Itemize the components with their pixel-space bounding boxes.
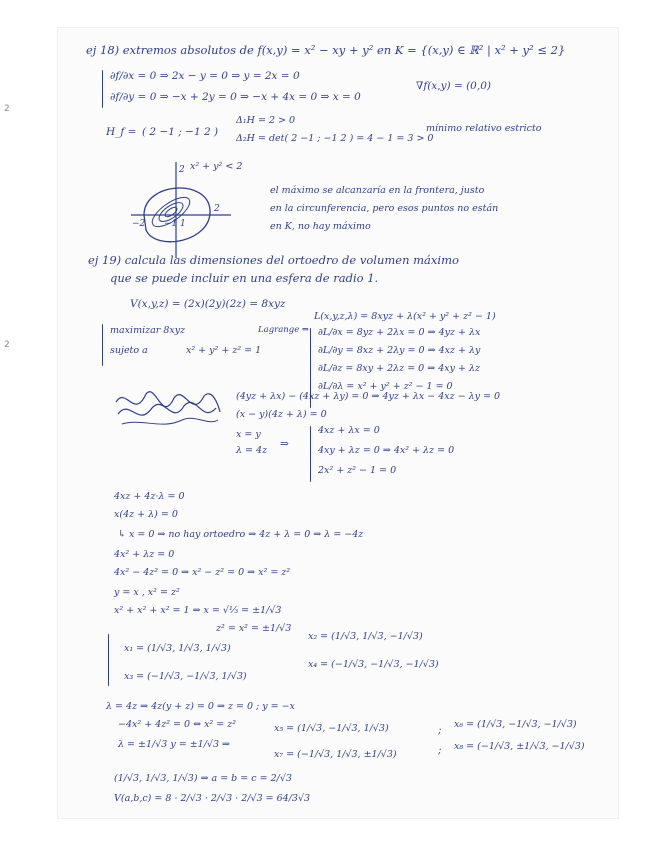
points-brace xyxy=(108,634,109,686)
constraint: x² + y² + z² = 1 xyxy=(186,345,262,356)
ex19-title-2: que se puede incluir en una esfera de radio 1. xyxy=(110,271,379,285)
lagrange-eq-2: ∂L/∂y = 8xz + 2λy = 0 ⇒ 4xz + λy xyxy=(318,345,481,356)
volume-function: V(x,y,z) = (2x)(2y)(2z) = 8xyz xyxy=(130,298,286,310)
combination-factored: (x − y)(4z + λ) = 0 xyxy=(236,409,327,420)
hessian-matrix: ( 2 −1 ; −1 2 ) xyxy=(142,126,219,138)
case-b-3: λ = ±1/√3 y = ±1/√3 ⇒ xyxy=(118,739,230,750)
notebook-page xyxy=(4,28,618,818)
case-b: λ = 4z ⇒ 4z(y + z) = 0 ⇒ z = 0 ; y = −x xyxy=(106,701,295,712)
sketch-label: −2 xyxy=(132,219,146,229)
lagrange-tag: Lagrange ⇒ xyxy=(258,325,310,335)
point-3: x₃ = (−1/√3, −1/√3, 1/√3) xyxy=(124,671,247,682)
point-6: x₆ = (1/√3, −1/√3, −1/√3) xyxy=(454,719,577,730)
lagrange-eq-4: ∂L/∂λ = x² + y² + z² − 1 = 0 xyxy=(318,381,453,392)
case-b-2: −4x² + 4z² = 0 ⇔ x² = z² xyxy=(118,719,237,730)
ex18-title: ej 18) extremos absolutos de f(x,y) = x² − xy + y² en K = {(x,y) ∈ ℝ² | x² + y² ≤ 2} xyxy=(86,43,566,57)
case-x-eq-y: x = y xyxy=(236,429,261,440)
separator: ; xyxy=(438,744,442,756)
result-volume: V(a,b,c) = 8 · 2/√3 · 2/√3 · 2/√3 = 64/3√3 xyxy=(114,793,311,804)
point-5: x₅ = (1/√3, −1/√3, 1/√3) xyxy=(274,723,389,734)
subject-label: sujeto a xyxy=(110,345,148,356)
point-4: x₄ = (−1/√3, −1/√3, −1/√3) xyxy=(308,659,439,670)
region-sketch xyxy=(126,160,236,260)
point-7: x₇ = (−1/√3, 1/√3, ±1/√3) xyxy=(274,749,397,760)
note-line-1: el máximo se alcanzaría en la frontera, justo xyxy=(270,185,485,196)
step-3: ↳ x = 0 ⇒ no hay ortoedro ⇒ 4z + λ = 0 ⇒ λ = −4z xyxy=(118,529,364,540)
lagrange-function: L(x,y,z,λ) = 8xyz + λ(x² + y² + z² − 1) xyxy=(314,311,496,322)
combination: (4yz + λx) − (4xz + λy) = 0 ⇒ 4yz + λx − 4xz − λy = 0 xyxy=(236,391,501,402)
ex18-grad-x: ∂f/∂x = 0 ⇒ 2x − y = 0 ⇒ y = 2x = 0 xyxy=(110,70,300,82)
system-brace xyxy=(102,70,103,108)
case-system-brace xyxy=(310,426,311,482)
margin-mark: 2 xyxy=(4,104,10,114)
minor-1: Δ₁H = 2 > 0 xyxy=(236,115,296,126)
sketch-label: 1 xyxy=(180,219,186,229)
result-dimensions: (1/√3, 1/√3, 1/√3) ⇒ a = b = c = 2/√3 xyxy=(114,773,292,784)
sketch-label: 2 xyxy=(179,165,185,175)
implies-arrow: ⇒ xyxy=(280,438,289,450)
separator: ; xyxy=(438,724,442,736)
step-8: z² = x² = ±1/√3 xyxy=(216,623,292,634)
lagrange-eq-1: ∂L/∂x = 8yz + 2λx = 0 ⇒ 4yz + λx xyxy=(318,327,481,338)
step-4: 4x² + λz = 0 xyxy=(114,549,175,560)
maximize-label: maximizar 8xyz xyxy=(110,325,186,336)
case-system-3: 2x² + z² − 1 = 0 xyxy=(318,465,397,476)
sketch-label: −1 xyxy=(164,219,178,229)
step-1: 4xz + 4z·λ = 0 xyxy=(114,491,185,502)
ex18-grad-y: ∂f/∂y = 0 ⇒ −x + 2y = 0 ⇒ −x + 4x = 0 ⇒ x = 0 xyxy=(110,91,361,103)
ex18-critical-point: ∇f(x,y) = (0,0) xyxy=(416,80,491,92)
step-6: y = x , x² = z² xyxy=(114,587,180,598)
note-line-2: en la circunferencia, pero esos puntos no están xyxy=(270,203,499,214)
case-lambda: λ = 4z xyxy=(236,445,268,456)
case-system-1: 4xz + λx = 0 xyxy=(318,425,380,436)
step-5: 4x² − 4z² = 0 ⇒ x² − z² = 0 ⇒ x² = z² xyxy=(114,567,291,578)
point-1: x₁ = (1/√3, 1/√3, 1/√3) xyxy=(124,643,231,654)
problem-brace xyxy=(102,324,103,366)
lagrange-eq-3: ∂L/∂z = 8xy + 2λz = 0 ⇒ 4xy + λz xyxy=(318,363,481,374)
min-note: mínimo relativo estricto xyxy=(426,123,542,134)
ex19-title: ej 19) calcula las dimensiones del ortoedro de volumen máximo xyxy=(88,253,459,267)
step-2: x(4z + λ) = 0 xyxy=(114,509,178,520)
margin-mark: 2 xyxy=(4,340,10,350)
point-8: x₈ = (−1/√3, ±1/√3, −1/√3) xyxy=(454,741,585,752)
note-line-3: en K, no hay máximo xyxy=(270,221,371,232)
sketch-label: 2 xyxy=(214,204,220,214)
point-2: x₂ = (1/√3, 1/√3, −1/√3) xyxy=(308,631,423,642)
region-label: x² + y² < 2 xyxy=(190,161,243,172)
step-7: x² + x² + x² = 1 ⇒ x = √⅓ = ±1/√3 xyxy=(114,605,282,616)
case-system-2: 4xy + λz = 0 ⇒ 4x² + λz = 0 xyxy=(318,445,455,456)
hessian-label: H_f = xyxy=(106,126,137,138)
minor-2: Δ₂H = det( 2 −1 ; −1 2 ) = 4 − 1 = 3 > 0 xyxy=(236,133,434,144)
crossed-out-scribble xyxy=(112,384,222,434)
